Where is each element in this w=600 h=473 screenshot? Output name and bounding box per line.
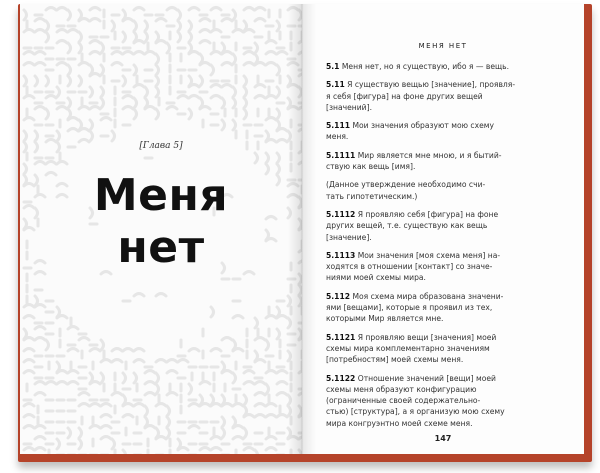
paragraph-text: других вещей, т.е. существую как вещь bbox=[326, 221, 488, 231]
right-page bbox=[302, 4, 584, 454]
paragraph-number: 5.111 bbox=[326, 121, 351, 131]
paragraph-text: Я существую вещью [значение], проявля- bbox=[344, 80, 516, 90]
paragraph-text: [значение]. bbox=[326, 232, 372, 242]
paragraph-text: [потребностям] моей схемы меня. bbox=[326, 355, 464, 365]
paragraph-text: мира конгруэнтно моей схеме меня. bbox=[326, 418, 473, 428]
paragraph-number: 5.1 bbox=[326, 62, 340, 71]
numbered-paragraph bbox=[326, 291, 544, 325]
paragraph-line bbox=[326, 395, 544, 406]
paragraph-line bbox=[326, 131, 544, 142]
paragraph-line bbox=[326, 191, 544, 202]
paragraph-line bbox=[326, 291, 544, 302]
paragraph-number: 5.1121 bbox=[326, 332, 356, 342]
paragraph-text: Моя схема мира образована значени- bbox=[350, 291, 504, 301]
paragraph-line bbox=[326, 161, 544, 172]
paragraph-text: Мои значения образуют мою схему bbox=[350, 121, 494, 131]
numbered-paragraph bbox=[326, 250, 544, 284]
paragraph-text: ходятся в отношении [контакт] со значе- bbox=[326, 262, 493, 272]
page-body-text bbox=[326, 61, 544, 436]
paragraph-text: схемы мира комплементарно значениям bbox=[326, 343, 490, 353]
paragraph-text: Я проявляю вещи [значения] моей bbox=[355, 332, 497, 342]
paragraph-text: [значений]. bbox=[326, 102, 372, 112]
numbered-paragraph bbox=[326, 209, 544, 243]
paragraph-text: ниями моей схемы мира. bbox=[326, 273, 426, 283]
left-page bbox=[20, 4, 302, 454]
paragraph-line bbox=[326, 150, 544, 161]
numbered-paragraph bbox=[326, 373, 544, 429]
paragraph-line bbox=[326, 343, 544, 354]
paragraph-line bbox=[326, 384, 544, 395]
paragraph-text: стью) [структура], а я организую мою схему bbox=[326, 407, 505, 417]
paragraph-number: 5.112 bbox=[326, 291, 351, 301]
paragraph-line bbox=[326, 102, 544, 113]
paragraph-text: я себя [фигура] на фоне других вещей bbox=[326, 91, 483, 101]
paragraph-text: Мир является мне мною, и я бытий- bbox=[355, 150, 502, 160]
page-number: 147 bbox=[434, 434, 452, 443]
paragraph-line bbox=[326, 91, 544, 102]
paragraph-line bbox=[326, 302, 544, 313]
running-head: МЕНЯ НЕТ bbox=[418, 42, 468, 50]
paragraph-line bbox=[326, 418, 544, 429]
paragraph-line bbox=[326, 209, 544, 220]
paragraph-text: меня. bbox=[326, 132, 349, 142]
paragraph-text: ствую как вещь [имя]. bbox=[326, 162, 416, 172]
paragraph-text: Мои значения [моя схема меня] на- bbox=[355, 250, 501, 260]
paragraph-number: 5.11 bbox=[326, 80, 345, 90]
chapter-title-line-2: нет bbox=[117, 222, 205, 273]
paragraph-text: (ограниченные своей содержательно- bbox=[326, 396, 481, 406]
paragraph-text: ями [вещами], которые я проявил из тех, bbox=[326, 303, 493, 313]
paragraph-line bbox=[326, 332, 544, 343]
paragraph-line bbox=[326, 250, 544, 261]
paragraph-text: (Данное утверждение необходимо счи- bbox=[326, 180, 486, 190]
paragraph-text: Я проявляю себя [фигура] на фоне bbox=[355, 209, 499, 219]
numbered-paragraph bbox=[326, 150, 544, 173]
paragraph-text: тать гипотетическим.) bbox=[326, 191, 418, 201]
paragraph-text: схемы меня образуют конфигурацию bbox=[326, 384, 477, 394]
paragraph-line bbox=[326, 406, 544, 417]
paragraph-line bbox=[326, 61, 544, 72]
paragraph-text: Отношение значений [вещи] моей bbox=[355, 373, 496, 383]
paragraph-number: 5.1113 bbox=[326, 250, 356, 260]
paragraph-line bbox=[326, 120, 544, 131]
paragraph-line bbox=[326, 220, 544, 231]
paragraph-number: 5.1122 bbox=[326, 373, 356, 383]
paragraph-line bbox=[326, 232, 544, 243]
numbered-paragraph bbox=[326, 120, 544, 143]
paragraph-number: 5.1111 bbox=[326, 150, 356, 160]
numbered-paragraph bbox=[326, 79, 544, 113]
paragraph-number: 5.1112 bbox=[326, 209, 356, 219]
paragraph-text: которыми Мир является мне. bbox=[326, 314, 444, 324]
chapter-title-line-1: Меня bbox=[93, 170, 229, 221]
paragraph-line bbox=[326, 354, 544, 365]
paragraph-line bbox=[326, 261, 544, 272]
paragraph-line bbox=[326, 79, 544, 90]
numbered-paragraph bbox=[326, 61, 544, 72]
numbered-paragraph bbox=[326, 332, 544, 366]
paragraph-text: Меня нет, но я существую, ибо я — вещь. bbox=[339, 62, 510, 71]
numbered-paragraph bbox=[326, 179, 544, 202]
paragraph-line bbox=[326, 373, 544, 384]
chapter-label: [Глава 5] bbox=[139, 141, 183, 151]
paragraph-line bbox=[326, 179, 544, 190]
paragraph-line bbox=[326, 313, 544, 324]
paragraph-line bbox=[326, 272, 544, 283]
